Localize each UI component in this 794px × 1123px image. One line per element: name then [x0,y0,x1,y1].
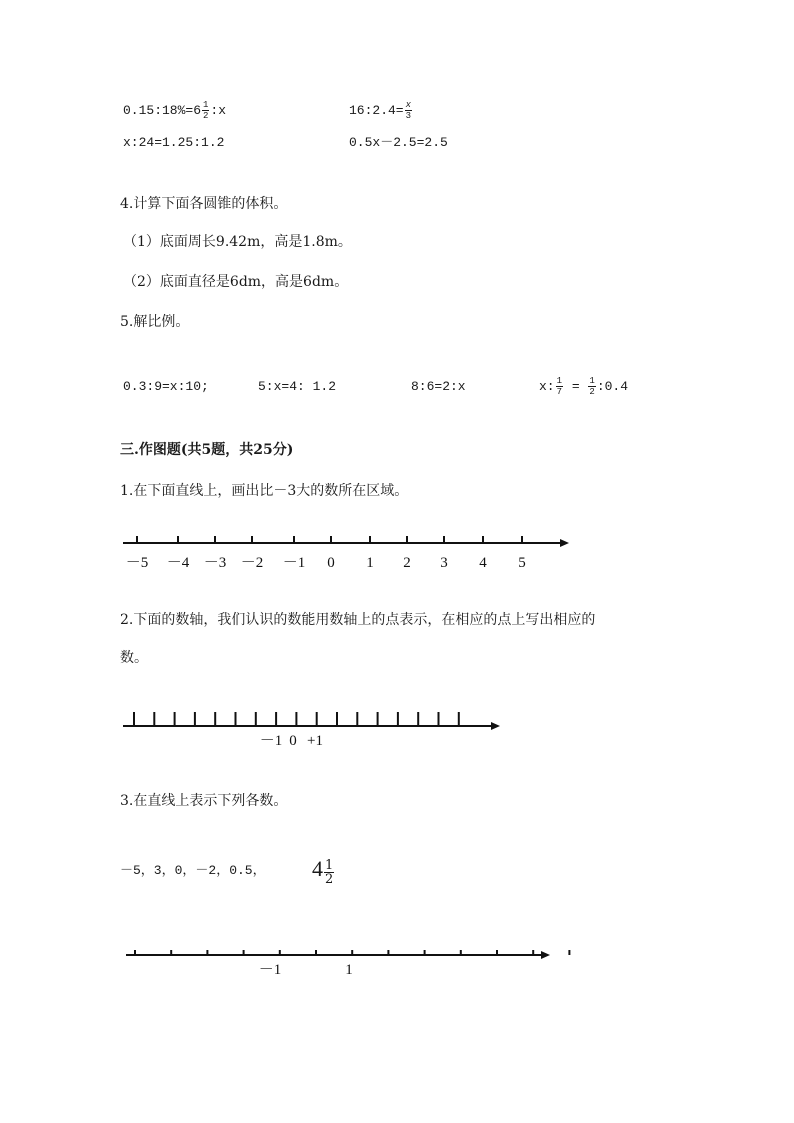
number-line-3-tick-label: －1 [258,962,282,978]
s3-q2-title-line2: 数。 [120,650,148,666]
number-line-1-tick-label: －2 [240,555,264,571]
number-line-2-tick-label: +1 [307,733,323,749]
equation-1-suffix: :x [210,102,227,118]
fraction-numerator: 1 [325,857,334,873]
proportion-4-suffix: :0.4 [596,378,629,394]
fraction-denominator: 2 [325,871,334,887]
q4-item-1: （1）底面周长9.42m，高是1.8m。 [123,234,352,250]
number-line-2-tick-label: 0 [289,733,297,749]
s3-q3-title: 3.在直线上表示下列各数。 [120,793,288,809]
q4-title: 4.计算下面各圆锥的体积。 [120,196,288,212]
mixed-number-whole: 4 [312,856,323,881]
number-line-3-arrowhead [541,951,550,959]
equation-4: 0.5x－2.5=2.5 [349,135,448,150]
q4-item-2: （2）底面直径是6dm，高是6dm。 [123,274,349,290]
number-line-1-tick-label: －4 [166,555,190,571]
fraction-denominator: 3 [405,111,412,121]
s3-q1-title: 1.在下面直线上，画出比－3大的数所在区域。 [120,483,409,499]
proportion-4-prefix: x: [539,378,555,394]
number-line-2-arrowhead [491,722,500,730]
fraction-numerator: 1 [556,376,563,386]
proportion-3: 8:6=2:x [411,379,466,394]
equation-1-text: 0.15:18%=6 [123,102,202,118]
number-line-3-tick-label: 1 [345,962,353,978]
number-line-1-tick-label: 2 [403,555,411,571]
fraction-denominator: 7 [556,387,563,397]
number-line-1-tick-label: 0 [327,555,335,571]
number-line-1-tick-label: 4 [479,555,487,571]
fraction-numerator: 1 [203,100,209,110]
number-line-1-tick-label: －5 [125,555,149,571]
number-line-1-tick-label: 3 [440,555,448,571]
proportion-2: 5:x=4: 1.2 [258,379,337,394]
number-line-1-tick-label: －1 [282,555,306,571]
fraction-denominator: 2 [589,387,595,397]
fraction-numerator: 1 [589,376,595,386]
s3-q2-title-line1: 2.下面的数轴，我们认识的数能用数轴上的点表示，在相应的点上写出相应的 [120,612,596,628]
number-line-2-tick-label: －1 [259,733,283,749]
number-line-1-arrowhead [560,539,569,547]
equation-2-text: 16:2.4= [349,102,404,118]
q3-number-list: －5，3，0，－2，0.5， [120,863,266,878]
number-line-1-tick-label: 5 [518,555,526,571]
fraction-denominator: 2 [203,111,209,121]
equation-3: x:24=1.25:1.2 [123,135,225,150]
number-line-1-tick-label: －3 [203,555,227,571]
proportion-1: 0.3:9=x:10; [123,379,209,394]
q5-title: 5.解比例。 [120,314,190,330]
section-heading: 三.作图题(共5题，共25分) [120,442,294,458]
equals-sign: = [564,378,588,394]
fraction-numerator: x [405,100,412,110]
number-line-1-tick-label: 1 [366,555,374,571]
